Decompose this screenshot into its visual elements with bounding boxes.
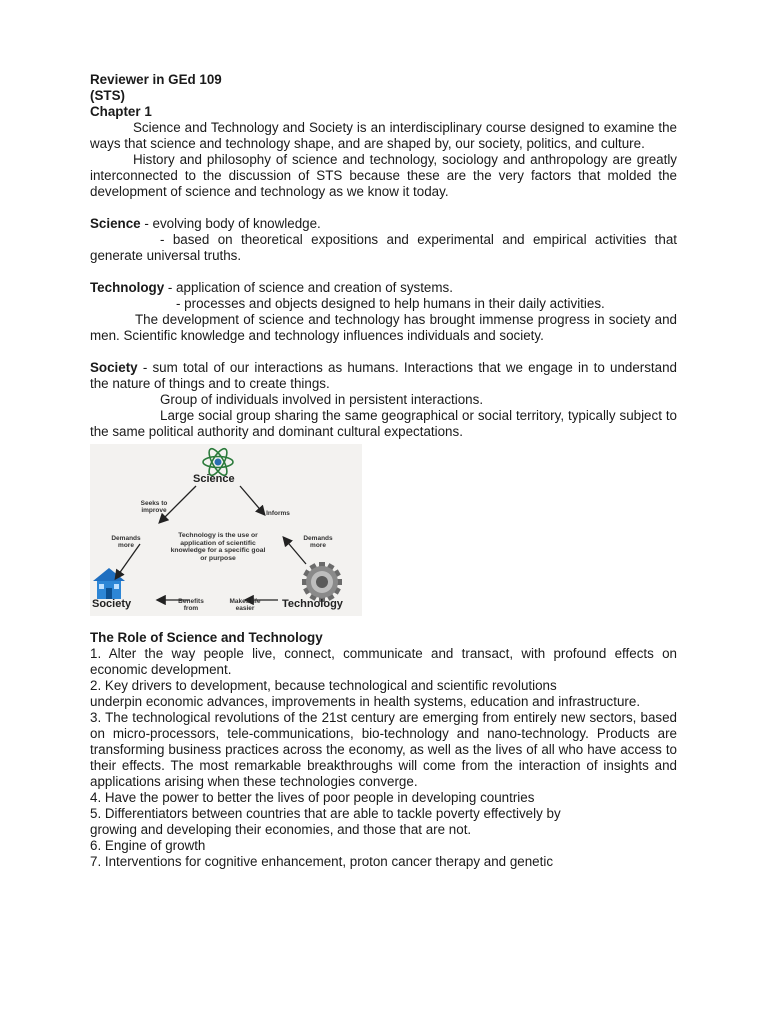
diagram-informs-label: Informs bbox=[266, 510, 290, 517]
diagram-demands-left-label: Demands more bbox=[111, 535, 141, 549]
doc-subtitle: (STS) bbox=[90, 88, 125, 103]
arrow-society-up bbox=[116, 544, 140, 578]
role-item-2: 2. Key drivers to development, because technological and scientific revolutions bbox=[90, 678, 557, 693]
diagram-benefits-label: Benefits from bbox=[178, 598, 204, 612]
role-item-5-cont: growing and developing their economies, and those that are not. bbox=[90, 822, 472, 837]
role-item-7: 7. Interventions for cognitive enhancement, proton cancer therapy and genetic bbox=[90, 854, 554, 869]
role-item-5: 5. Differentiators between countries that are able to tackle poverty effectively by bbox=[90, 806, 561, 821]
diagram-makes-label: Makes life easier bbox=[229, 598, 261, 612]
diagram-demands-right-label: Demands more bbox=[303, 535, 333, 549]
intro-paragraph-1: Science and Technology and Society is an interdisciplinary course designed to examine the ways that science and technology shape, and are shaped by, our society, politics, and culture. bbox=[90, 120, 677, 151]
science-definition bbox=[90, 216, 677, 232]
society-term: Society bbox=[90, 360, 138, 375]
technology-term: Technology bbox=[90, 280, 165, 295]
role-item-3: 3. The technological revolutions of the 21st century are emerging from entirely new sectors, based on micro-processors, tele-communications, bio-technology and nano-technology. Products are transforming business practices across the economy, as well as the lives of all who have access to their effects. The most remarkable breakthroughs will come from the interaction of insights and applications arising when these technologies converge. bbox=[90, 710, 677, 789]
science-subdefinition: - based on theoretical expositions and experimental and empirical activities that generate universal truths. bbox=[90, 232, 677, 263]
technology-subdefinition: - processes and objects designed to help humans in their daily activities. bbox=[176, 296, 605, 311]
diagram-center-text: Technology is the use or application of scientific knowledge for a specific goal or purpose bbox=[170, 532, 266, 562]
technology-definition bbox=[90, 280, 677, 296]
role-heading: The Role of Science and Technology bbox=[90, 630, 323, 645]
society-definition bbox=[90, 360, 677, 392]
diagram-society-label: Society bbox=[92, 598, 132, 610]
document-content bbox=[90, 72, 677, 870]
science-term: Science bbox=[90, 216, 141, 231]
diagram-seeks-label: Seeks to improve bbox=[140, 500, 168, 514]
doc-title: Reviewer in GEd 109 bbox=[90, 72, 222, 87]
society-sub-2: Large social group sharing the same geographical or social territory, typically subject to the same political authority and dominant cultural expectations. bbox=[90, 408, 677, 439]
sts-diagram bbox=[90, 444, 362, 616]
role-item-2-cont: underpin economic advances, improvements in health systems, education and infrastructure. bbox=[90, 694, 641, 709]
society-def-text: - sum total of our interactions as humans. Interactions that we engage in to understand the nature of things and to create things. bbox=[90, 360, 677, 391]
role-item-4: 4. Have the power to better the lives of poor people in developing countries bbox=[90, 790, 535, 805]
diagram-technology-label: Technology bbox=[282, 598, 343, 610]
science-def-text: - evolving body of knowledge. bbox=[140, 216, 321, 231]
chapter-heading: Chapter 1 bbox=[90, 104, 152, 119]
sts-diagram-graphics bbox=[90, 444, 362, 616]
role-item-1: 1. Alter the way people live, connect, communicate and transact, with profound effects on economic development. bbox=[90, 646, 677, 677]
role-item-6: 6. Engine of growth bbox=[90, 838, 206, 853]
technology-def-text: - application of science and creation of systems. bbox=[164, 280, 453, 295]
technology-paragraph: The development of science and technology has brought immense progress in society and men. Scientific knowledge and technology influences individuals and society. bbox=[90, 312, 677, 343]
society-sub-1: Group of individuals involved in persistent interactions. bbox=[160, 392, 484, 407]
diagram-science-label: Science bbox=[193, 473, 235, 485]
intro-paragraph-2: History and philosophy of science and technology, sociology and anthropology are greatly interconnected to the discussion of STS because these are the very factors that molded the development of science and technology as we know it today. bbox=[90, 152, 677, 199]
arrow-science-technology bbox=[240, 486, 264, 514]
